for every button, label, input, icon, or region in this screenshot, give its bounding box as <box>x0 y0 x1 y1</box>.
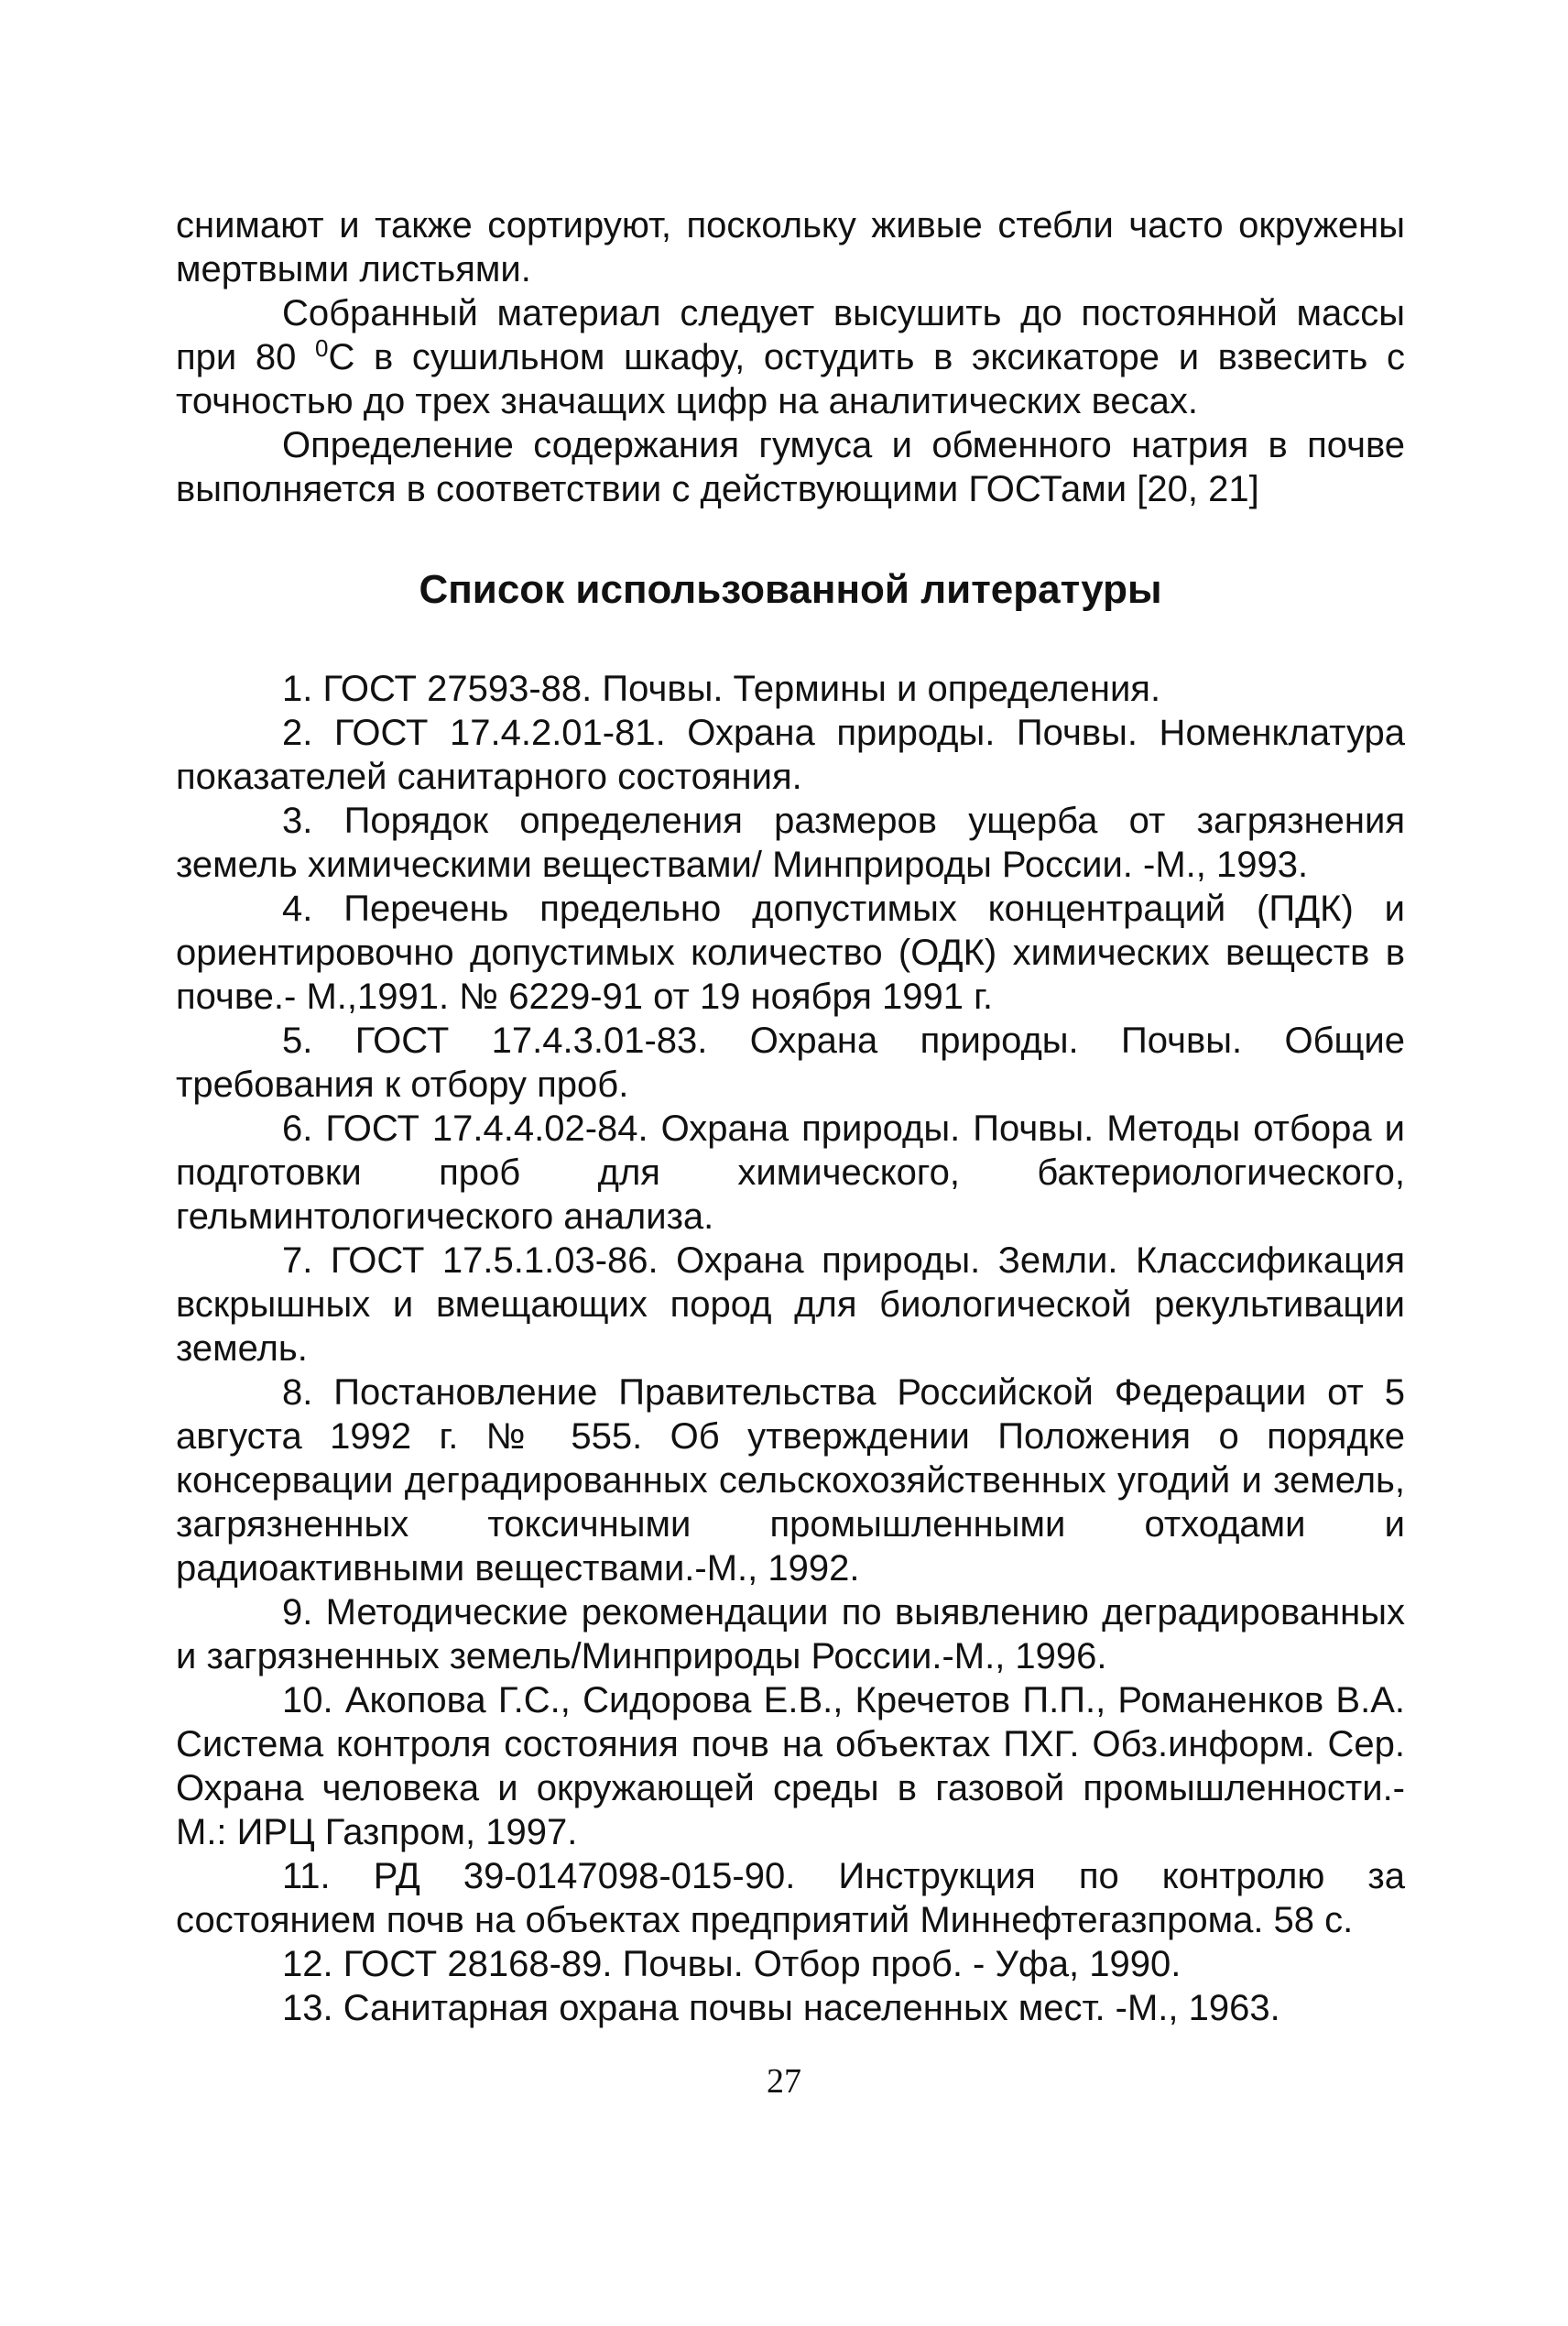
reference-item: 11. РД 39-0147098-015-90. Инструкция по контролю за состоянием почв на объектах предприятий Миннефтегазпрома. 58 с. <box>176 1856 1405 1940</box>
page-number: 27 <box>767 2062 801 2101</box>
degree-superscript: 0 <box>315 334 329 362</box>
reference-item: 12. ГОСТ 28168-89. Почвы. Отбор проб. - Уфа, 1990. <box>282 1944 1181 1984</box>
reference-item: 8. Постановление Правительства Российской Федерации от 5 августа 1992 г. № 555. Об утверждении Положения о порядке консервации деградированных сельскохозяйственных угодий и земель, загрязненных токсичными промышленными отходами и радиоактивными веществами.-М., 1992. <box>176 1372 1405 1589</box>
references-list <box>176 667 1405 2030</box>
intro-paragraph-2-part-2: С в сушильном шкафу, остудить в эксикаторе и взвесить с точностью до трех значащих цифр на аналитических весах. <box>176 337 1406 421</box>
reference-item: 7. ГОСТ 17.5.1.03-86. Охрана природы. Земли. Классификация вскрышных и вмещающих пород для биологической рекультивации земель. <box>176 1240 1405 1369</box>
reference-item: 5. ГОСТ 17.4.3.01-83. Охрана природы. Почвы. Общие требования к отбору проб. <box>176 1021 1405 1105</box>
references-heading: Список использованной литературы <box>419 567 1162 612</box>
reference-item: 6. ГОСТ 17.4.4.02-84. Охрана природы. Почвы. Методы отбора и подготовки проб для химического, бактериологического, гельминтологического анализа. <box>176 1108 1405 1237</box>
page-text <box>176 203 1405 2030</box>
intro-paragraph-2 <box>176 291 1405 423</box>
reference-item: 10. Акопова Г.С., Сидорова Е.В., Кречетов П.П., Романенков В.А. Система контроля состояния почв на объектах ПХГ. Обз.информ. Сер. Охрана человека и окружающей среды в газовой промышленности.- М.: ИРЦ Газпром, 1997. <box>176 1680 1405 1852</box>
reference-item: 2. ГОСТ 17.4.2.01-81. Охрана природы. Почвы. Номенклатура показателей санитарного состояния. <box>176 713 1405 797</box>
reference-item: 3. Порядок определения размеров ущерба от загрязнения земель химическими веществами/ Минприроды России. -М., 1993. <box>176 801 1405 885</box>
intro-paragraph-1: снимают и также сортируют, поскольку живые стебли часто окружены мертвыми листьями. <box>176 205 1405 289</box>
reference-item: 13. Санитарная охрана почвы населенных мест. -М., 1963. <box>282 1988 1280 2028</box>
reference-item: 1. ГОСТ 27593-88. Почвы. Термины и определения. <box>282 669 1161 709</box>
intro-paragraph-2-part-1: Собранный материал следует высушить до постоянной массы при 80 <box>176 293 1405 377</box>
intro-paragraph-3: Определение содержания гумуса и обменного натрия в почве выполняется в соответствии с действующими ГОСТами [20, 21] <box>176 425 1405 509</box>
reference-item: 9. Методические рекомендации по выявлению деградированных и загрязненных земель/Минприроды России.-М., 1996. <box>176 1592 1405 1676</box>
reference-item: 4. Перечень предельно допустимых концентраций (ПДК) и ориентировочно допустимых количество (ОДК) химических веществ в почве.- М.,1991. № 6229-91 от 19 ноября 1991 г. <box>176 889 1405 1017</box>
